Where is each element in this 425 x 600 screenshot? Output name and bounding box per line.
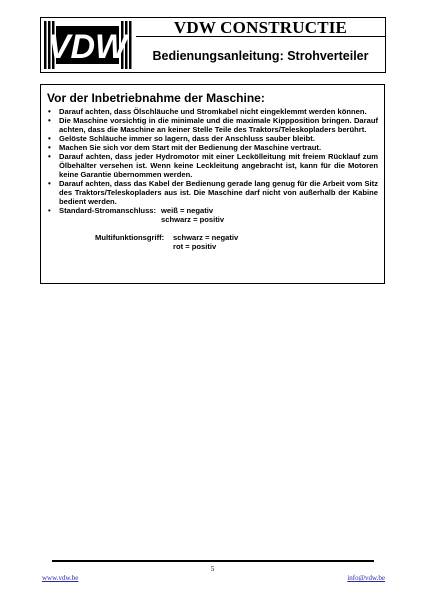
- document-title: Bedienungsanleitung: Strohverteiler: [152, 49, 369, 63]
- list-item: • Darauf achten, dass jeder Hydromotor mit einer Leckölleitung mit freiem Rücklauf zum Ölbehälter versehen ist. Wenn keine Leckleitung angebracht ist, kann für die Motoren keine Garantie übernommen werden.: [47, 152, 378, 179]
- standard-positive: schwarz = positiv: [161, 215, 225, 224]
- standard-negative: weiß = negativ: [161, 206, 214, 215]
- bullet-icon: •: [48, 206, 51, 215]
- list-item: • Die Maschine vorsichtig in die minimale und die maximale Kippposition bringen. Darauf achten, dass die Maschine an keiner Stelle Teile des Traktors/Teleskopladers berührt.: [47, 116, 378, 134]
- multifunction-positive: rot = positiv: [173, 242, 217, 251]
- list-item: • Gelöste Schläuche immer so lagern, dass der Anschluss sauber bleibt.: [47, 134, 378, 143]
- logo-text: VDW: [47, 28, 128, 66]
- company-name: VDW CONSTRUCTIE: [136, 18, 385, 37]
- standard-connection-row-2: [161, 215, 378, 224]
- email-link[interactable]: info@vdw.be: [347, 574, 385, 582]
- multifunction-row-2: [173, 242, 378, 251]
- instruction-list: [47, 107, 378, 206]
- list-item: • Machen Sie sich vor dem Start mit der Bedienung der Maschine vertraut.: [47, 143, 378, 152]
- standard-connection-row: [48, 206, 378, 215]
- vdw-logo: [41, 18, 135, 72]
- section-heading: Vor der Inbetriebnahme der Maschine:: [47, 91, 265, 105]
- multifunction-negative: schwarz = negativ: [173, 233, 239, 242]
- multifunction-row: [95, 233, 378, 242]
- page-number: 5: [210, 565, 215, 573]
- website-link[interactable]: www.vdw.be: [42, 574, 79, 582]
- list-item: • Darauf achten, dass das Kabel der Bedienung gerade lang genug für die Arbeit vom Sitz des Traktors/Teleskopladers aus ist. Die Maschine darf nicht von außerhalb der Kabine bedient werden.: [47, 179, 378, 206]
- standard-connection-label: Standard-Stromanschluss:: [59, 206, 157, 215]
- footer-divider: [52, 560, 374, 562]
- instructions-box: [40, 84, 385, 284]
- list-item: • Darauf achten, dass Ölschläuche und Stromkabel nicht eingeklemmt werden können.: [47, 107, 378, 116]
- multifunction-label: Multifunktionsgriff:: [95, 233, 165, 242]
